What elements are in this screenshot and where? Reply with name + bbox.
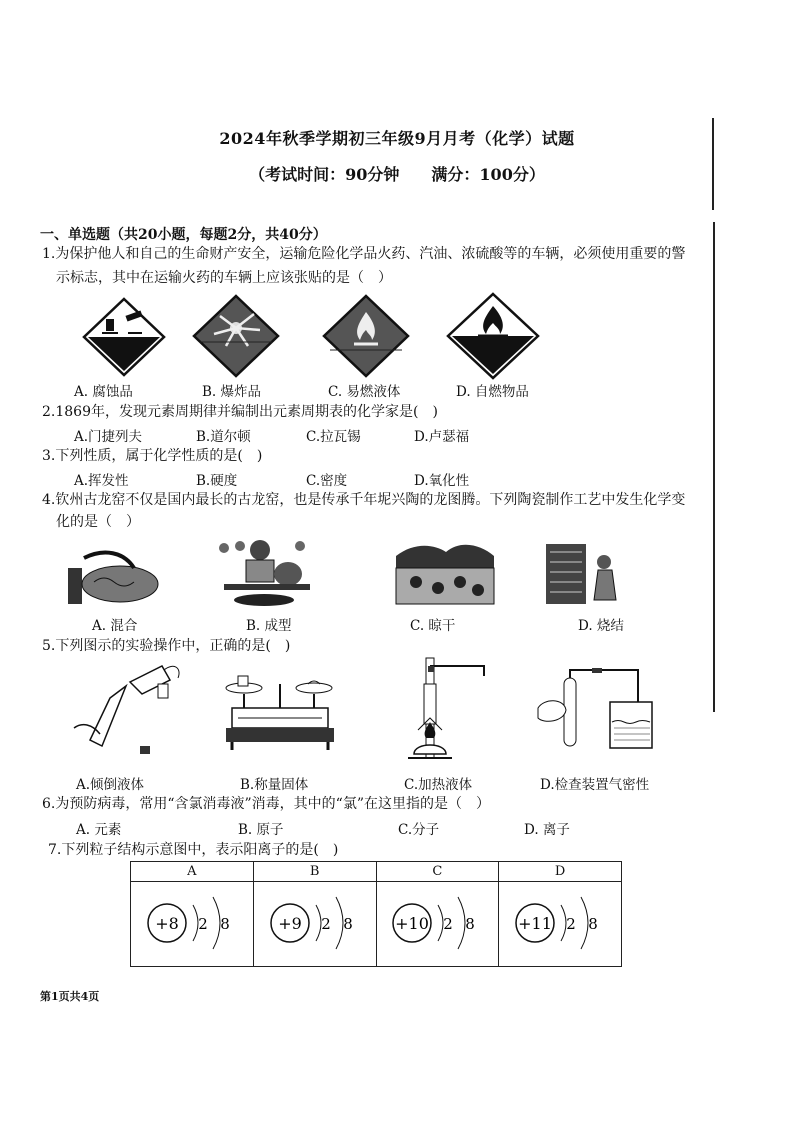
page-footer: 第1页共4页 [40, 990, 100, 1003]
q3-option-b[interactable]: B.硬度 [196, 473, 238, 489]
heating-liquid-illustration [404, 654, 500, 766]
question-5: 5.下列图示的实验操作中，正确的是( ) [42, 638, 291, 654]
nucleus-charge: +11 [518, 914, 553, 933]
q4-option-c[interactable]: C. 晾干 [410, 618, 456, 634]
q2-option-b[interactable]: B.道尔顿 [196, 429, 251, 445]
shell-2-electrons: 8 [220, 915, 230, 933]
page-title: 2024年秋季学期初三年级9月月考（化学）试题 [219, 129, 575, 148]
weighing-balance-illustration [222, 664, 338, 754]
q2-option-c[interactable]: C.拉瓦锡 [306, 429, 361, 445]
q2-option-a[interactable]: A.门捷列夫 [74, 429, 143, 445]
shell-1-electrons: 2 [320, 915, 331, 933]
atom-diagram-c [382, 883, 492, 961]
atom-structure-table [130, 861, 622, 967]
q1-option-b[interactable]: B. 爆炸品 [202, 384, 262, 400]
q5-option-b[interactable]: B.称量固体 [240, 777, 309, 793]
nucleus-charge: +10 [395, 914, 430, 933]
shaping-pottery-illustration [214, 534, 320, 608]
table-header-b: B [253, 862, 376, 882]
exam-info: （考试时间：90分钟 满分：100分） [249, 165, 545, 184]
question-1-line2: 示标志，其中在运输火药的车辆上应该张贴的是（ ） [56, 270, 392, 286]
shell-1-electrons: 2 [198, 915, 208, 933]
firing-kiln-illustration [544, 540, 628, 608]
question-6: 6.为预防病毒，常用“含氯消毒液”消毒，其中的“氯”在这里指的是（ ） [42, 796, 490, 812]
margin-line-bottom [713, 222, 715, 712]
shell-2-electrons: 8 [342, 915, 353, 933]
atom-diagram-a [137, 883, 247, 961]
q1-option-c[interactable]: C. 易燃液体 [328, 384, 401, 400]
shell-2-electrons: 8 [465, 915, 476, 933]
spontaneous-combustion-sign-icon [444, 292, 542, 380]
question-3: 3.下列性质，属于化学性质的是( ) [42, 448, 263, 464]
explosive-sign-icon [190, 294, 282, 378]
q6-option-d[interactable]: D. 离子 [524, 822, 570, 838]
q3-option-c[interactable]: C.密度 [306, 473, 348, 489]
pouring-liquid-illustration [70, 658, 186, 758]
question-7: 7.下列粒子结构示意图中，表示阳离子的是( ) [48, 842, 339, 858]
q1-option-a[interactable]: A. 腐蚀品 [74, 384, 133, 400]
atom-option-a[interactable] [131, 882, 254, 967]
table-header-a: A [131, 862, 254, 882]
corrosive-sign-icon [80, 297, 168, 377]
atom-diagram-b [260, 883, 370, 961]
question-4-line1: 4.钦州古龙窑不仅是国内最长的古龙窑，也是传承千年坭兴陶的龙图腾。下列陶瓷制作工艺中发生化学变 [42, 492, 686, 508]
shell-2-electrons: 8 [588, 915, 598, 933]
q4-option-b[interactable]: B. 成型 [246, 618, 292, 634]
question-1-line1: 1.为保护他人和自己的生命财产安全，运输危险化学品火药、汽油、浓硫酸等的车辆，必须使用重要的警 [42, 246, 686, 262]
q1-option-d[interactable]: D. 自燃物品 [456, 384, 529, 400]
table-header-c: C [376, 862, 499, 882]
q5-option-a[interactable]: A.倾倒液体 [76, 777, 145, 793]
q5-option-d[interactable]: D.检查装置气密性 [540, 777, 650, 793]
q6-option-a[interactable]: A. 元素 [76, 822, 122, 838]
q6-option-b[interactable]: B. 原子 [238, 822, 284, 838]
q6-option-c[interactable]: C.分子 [398, 822, 440, 838]
nucleus-charge: +8 [155, 914, 179, 933]
atom-option-c[interactable] [376, 882, 499, 967]
shell-1-electrons: 2 [566, 915, 576, 933]
q2-option-d[interactable]: D.卢瑟福 [414, 429, 470, 445]
q3-option-d[interactable]: D.氧化性 [414, 473, 470, 489]
atom-option-d[interactable] [499, 882, 622, 967]
airtightness-check-illustration [534, 668, 666, 754]
q4-option-a[interactable]: A. 混合 [92, 618, 138, 634]
q3-option-a[interactable]: A.挥发性 [74, 473, 129, 489]
q4-option-d[interactable]: D. 烧结 [578, 618, 624, 634]
nucleus-charge: +9 [277, 914, 302, 933]
mixing-clay-illustration [64, 538, 164, 608]
atom-option-b[interactable] [253, 882, 376, 967]
question-4-line2: 化的是（ ） [56, 514, 140, 530]
drying-pottery-illustration [394, 538, 498, 608]
q5-option-c[interactable]: C.加热液体 [404, 777, 473, 793]
question-2: 2.1869年，发现元素周期律并编制出元素周期表的化学家是( ) [42, 404, 438, 420]
atom-diagram-d [505, 883, 615, 961]
table-header-d: D [499, 862, 622, 882]
section-heading: 一、单选题（共20小题，每题2分，共40分） [40, 227, 327, 243]
shell-1-electrons: 2 [443, 915, 454, 933]
flammable-liquid-sign-icon [320, 294, 412, 378]
